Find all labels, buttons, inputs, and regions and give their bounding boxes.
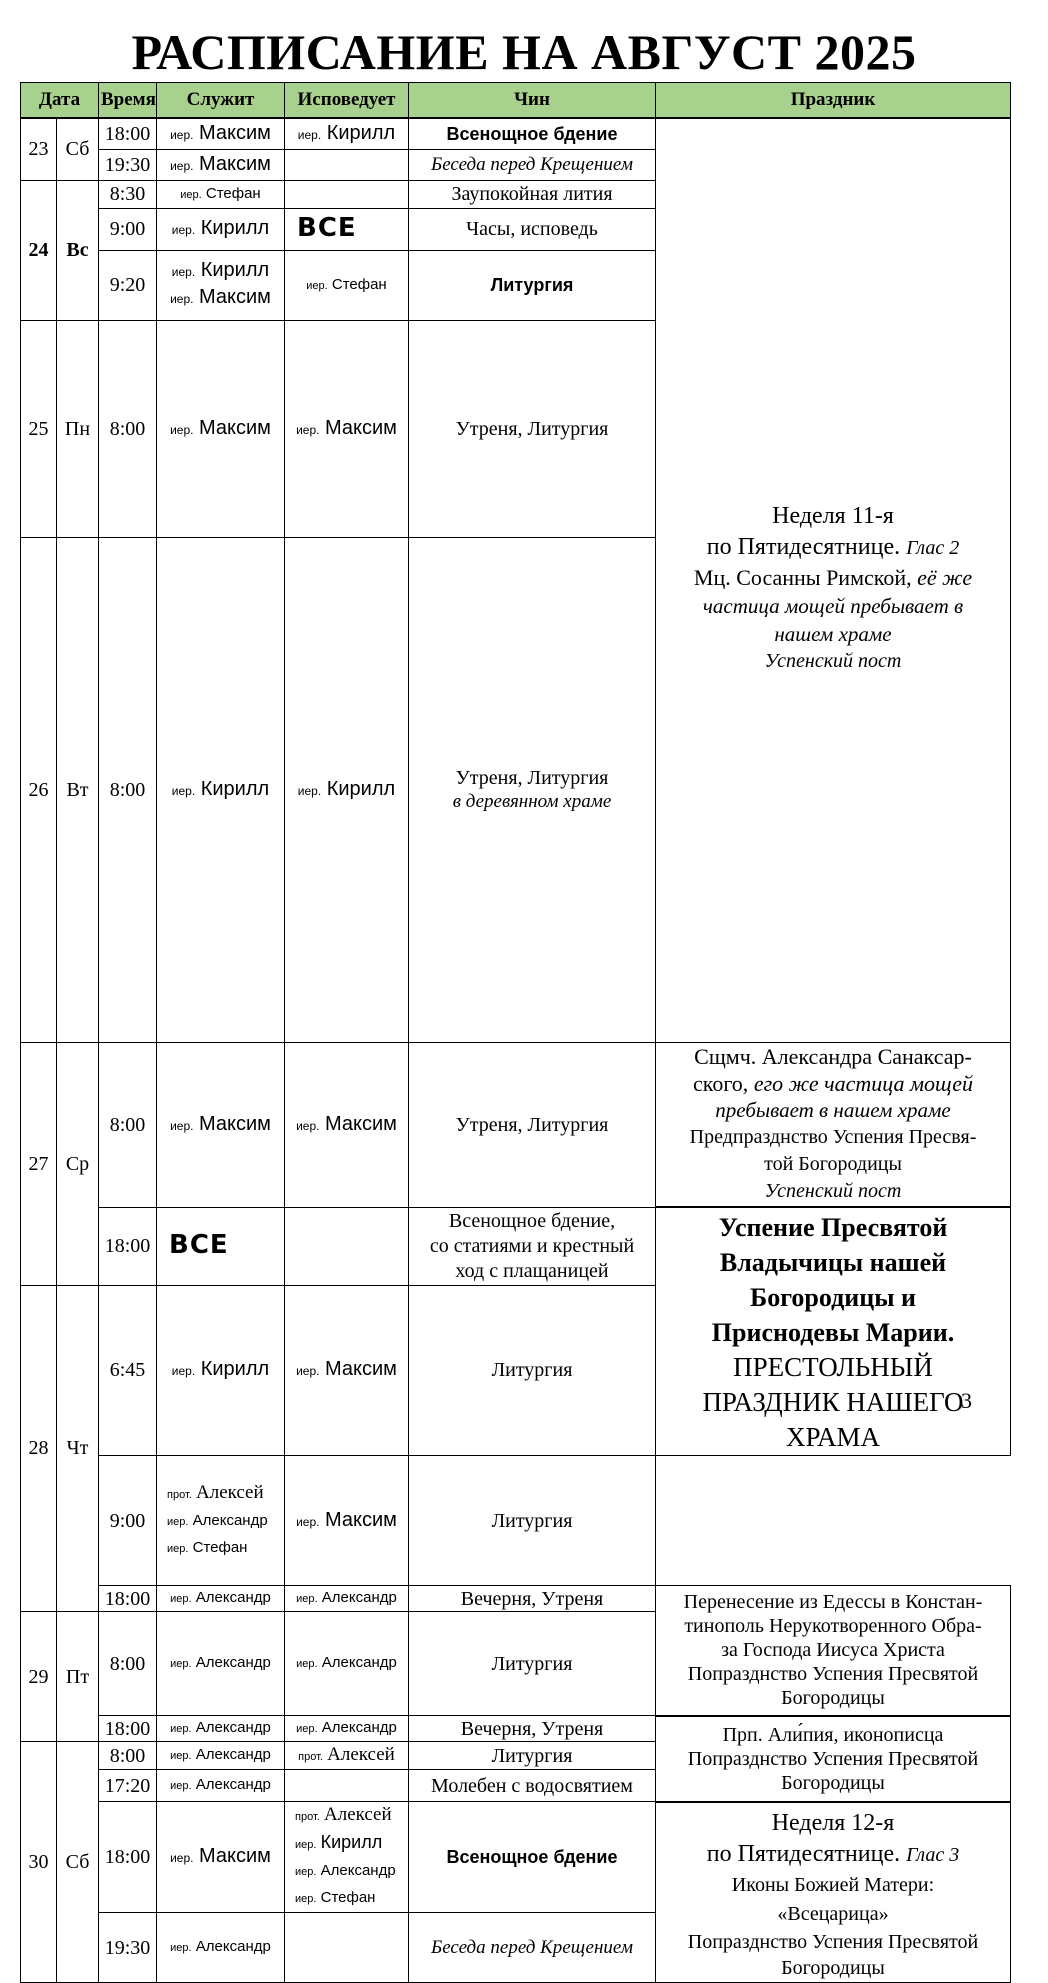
confessor-empty (285, 180, 409, 208)
celebrant: иер. Александр (157, 1770, 285, 1802)
rite: Утреня, Литургия в деревянном храме (409, 537, 656, 1042)
rite: Утреня, Литургия (409, 320, 656, 537)
celebrant: иер. Кирилл (157, 208, 285, 250)
celebrant: иер. Максим (157, 1042, 285, 1207)
day-of-week: Вс (57, 180, 99, 320)
confessor: прот. Алексей (285, 1742, 409, 1770)
rite: Всенощное бдение, со статиями и крестный ход с плащаницей (409, 1207, 656, 1285)
rite: Литургия (409, 1742, 656, 1770)
service-time: 18:00 (99, 1716, 157, 1742)
confessor: иер. Александр (285, 1586, 409, 1612)
confessor-empty (285, 1207, 409, 1285)
service-time: 8:00 (99, 320, 157, 537)
service-time: 19:30 (99, 149, 157, 180)
day-number: 23 (21, 118, 57, 180)
day-of-week: Чт (57, 1285, 99, 1612)
table-row (21, 1586, 1011, 1612)
celebrant: иер. Максим (157, 320, 285, 537)
table-row (21, 1207, 1011, 1285)
rite: Литургия (409, 1285, 656, 1456)
service-time: 18:00 (99, 118, 157, 149)
table-row (21, 1716, 1011, 1742)
header-row (21, 83, 1011, 119)
confessor: иер. Кирилл (285, 537, 409, 1042)
confessor: иер. Максим (285, 320, 409, 537)
day-of-week: Вт (57, 537, 99, 1042)
feast-cell: Сщмч. Александра Санаксар- ского, его же частица мощей пребывает в нашем храме Предпразднство Успения Пресвя- той Богородицы Успенский пост (656, 1042, 1011, 1207)
day-number: 27 (21, 1042, 57, 1285)
rite: Заупокойная лития (409, 180, 656, 208)
schedule-table (20, 82, 1011, 1983)
day-number: 26 (21, 537, 57, 1042)
celebrant: иер. Александр (157, 1612, 285, 1716)
header-confesses: Исповедует (285, 83, 409, 119)
service-time: 18:00 (99, 1802, 157, 1913)
day-of-week: Пн (57, 320, 99, 537)
rite: Вечерня, Утреня (409, 1586, 656, 1612)
celebrant: иер. Александр (157, 1742, 285, 1770)
confessor-empty (285, 1770, 409, 1802)
rite: Молебен с водосвятием (409, 1770, 656, 1802)
service-time: 6:45 (99, 1285, 157, 1456)
day-number: 30 (21, 1742, 57, 1983)
header-rite: Чин (409, 83, 656, 119)
service-time: 8:00 (99, 1042, 157, 1207)
service-time: 18:00 (99, 1586, 157, 1612)
rite: Литургия (409, 250, 656, 320)
celebrant: иер. Кирилл иер. Максим (157, 250, 285, 320)
confessor: иер. Максим (285, 1456, 409, 1586)
day-of-week: Пт (57, 1612, 99, 1742)
celebrant: иер. Максим (157, 1802, 285, 1913)
celebrant: иер. Кирилл (157, 1285, 285, 1456)
day-of-week: Ср (57, 1042, 99, 1285)
celebrant: иер. Максим (157, 118, 285, 149)
header-time: Время (99, 83, 157, 119)
confessor: иер. Стефан (285, 250, 409, 320)
day-of-week: Сб (57, 118, 99, 180)
rite: Часы, исповедь (409, 208, 656, 250)
service-time: 9:20 (99, 250, 157, 320)
confessor-all: ВСЕ (285, 208, 409, 250)
table-row (21, 1802, 1011, 1913)
page-title: РАСПИСАНИЕ НА АВГУСТ 2025 (131, 24, 917, 80)
confessor-empty (285, 149, 409, 180)
feast-cell: Неделя 11-я по Пятидесятнице. Глас 2 Мц. Сосанны Римской, её же частица мощей пребывает в нашем храме Успенский пост (656, 118, 1011, 1042)
header-serves: Служит (157, 83, 285, 119)
day-number: 29 (21, 1612, 57, 1742)
rite: Всенощное бдение (409, 118, 656, 149)
rite: Всенощное бдение (409, 1802, 656, 1913)
rite: Беседа перед Крещением (409, 1913, 656, 1983)
feast-cell: Неделя 12-я по Пятидесятнице. Глас 3 Иконы Божией Матери: «Всецарица» Попразднство Успения Пресвятой Богородицы (656, 1802, 1011, 1983)
confessor: иер. Максим (285, 1042, 409, 1207)
celebrant: иер. Кирилл (157, 537, 285, 1042)
confessor: иер. Максим (285, 1285, 409, 1456)
rite: Утреня, Литургия (409, 1042, 656, 1207)
table-row (21, 118, 1011, 149)
day-number: 24 (21, 180, 57, 320)
service-time: 8:00 (99, 1612, 157, 1716)
day-number: 25 (21, 320, 57, 537)
confessor-empty (285, 1913, 409, 1983)
service-time: 8:00 (99, 537, 157, 1042)
confessor: иер. Кирилл (285, 118, 409, 149)
confessor: прот. Алексей иер. Кирилл иер. Александр иер. Стефан (285, 1802, 409, 1913)
rite: Вечерня, Утреня (409, 1716, 656, 1742)
celebrant: прот. Алексей иер. Александр иер. Стефан (157, 1456, 285, 1586)
celebrant: иер. Александр (157, 1913, 285, 1983)
rite: Литургия (409, 1456, 656, 1586)
table-row (21, 1456, 1011, 1586)
celebrant-all: ВСЕ (157, 1207, 285, 1285)
rite: Беседа перед Крещением (409, 149, 656, 180)
service-time: 9:00 (99, 208, 157, 250)
rite: Литургия (409, 1612, 656, 1716)
celebrant: иер. Стефан (157, 180, 285, 208)
service-time: 8:30 (99, 180, 157, 208)
confessor: иер. Александр (285, 1716, 409, 1742)
feast-cell: Прп. Али́пия, иконописца Попразднство Успения Пресвятой Богородицы (656, 1716, 1011, 1802)
celebrant: иер. Александр (157, 1716, 285, 1742)
dormition-feast-cell: Успение Пресвятой Владычицы нашей Богородицы и Приснодевы Марии. ПРЕСТОЛЬНЫЙ ПРАЗДНИК НАШЕГО ХРАМА (656, 1207, 1011, 1456)
service-time: 8:00 (99, 1742, 157, 1770)
header-date: Дата (21, 83, 99, 119)
service-time: 18:00 (99, 1207, 157, 1285)
service-time: 17:20 (99, 1770, 157, 1802)
feast-cell: Перенесение из Едессы в Констан- тинополь Нерукотворенного Обра- за Господа Иисуса Христа Попразднство Успения Пресвятой Богородицы (656, 1586, 1011, 1716)
page-number: 3 (961, 1388, 972, 1413)
table-row (21, 1042, 1011, 1207)
celebrant: иер. Александр (157, 1586, 285, 1612)
service-time: 9:00 (99, 1456, 157, 1586)
day-number: 28 (21, 1285, 57, 1612)
header-feast: Праздник (656, 83, 1011, 119)
confessor: иер. Александр (285, 1612, 409, 1716)
celebrant: иер. Максим (157, 149, 285, 180)
service-time: 19:30 (99, 1913, 157, 1983)
day-of-week: Сб (57, 1742, 99, 1983)
